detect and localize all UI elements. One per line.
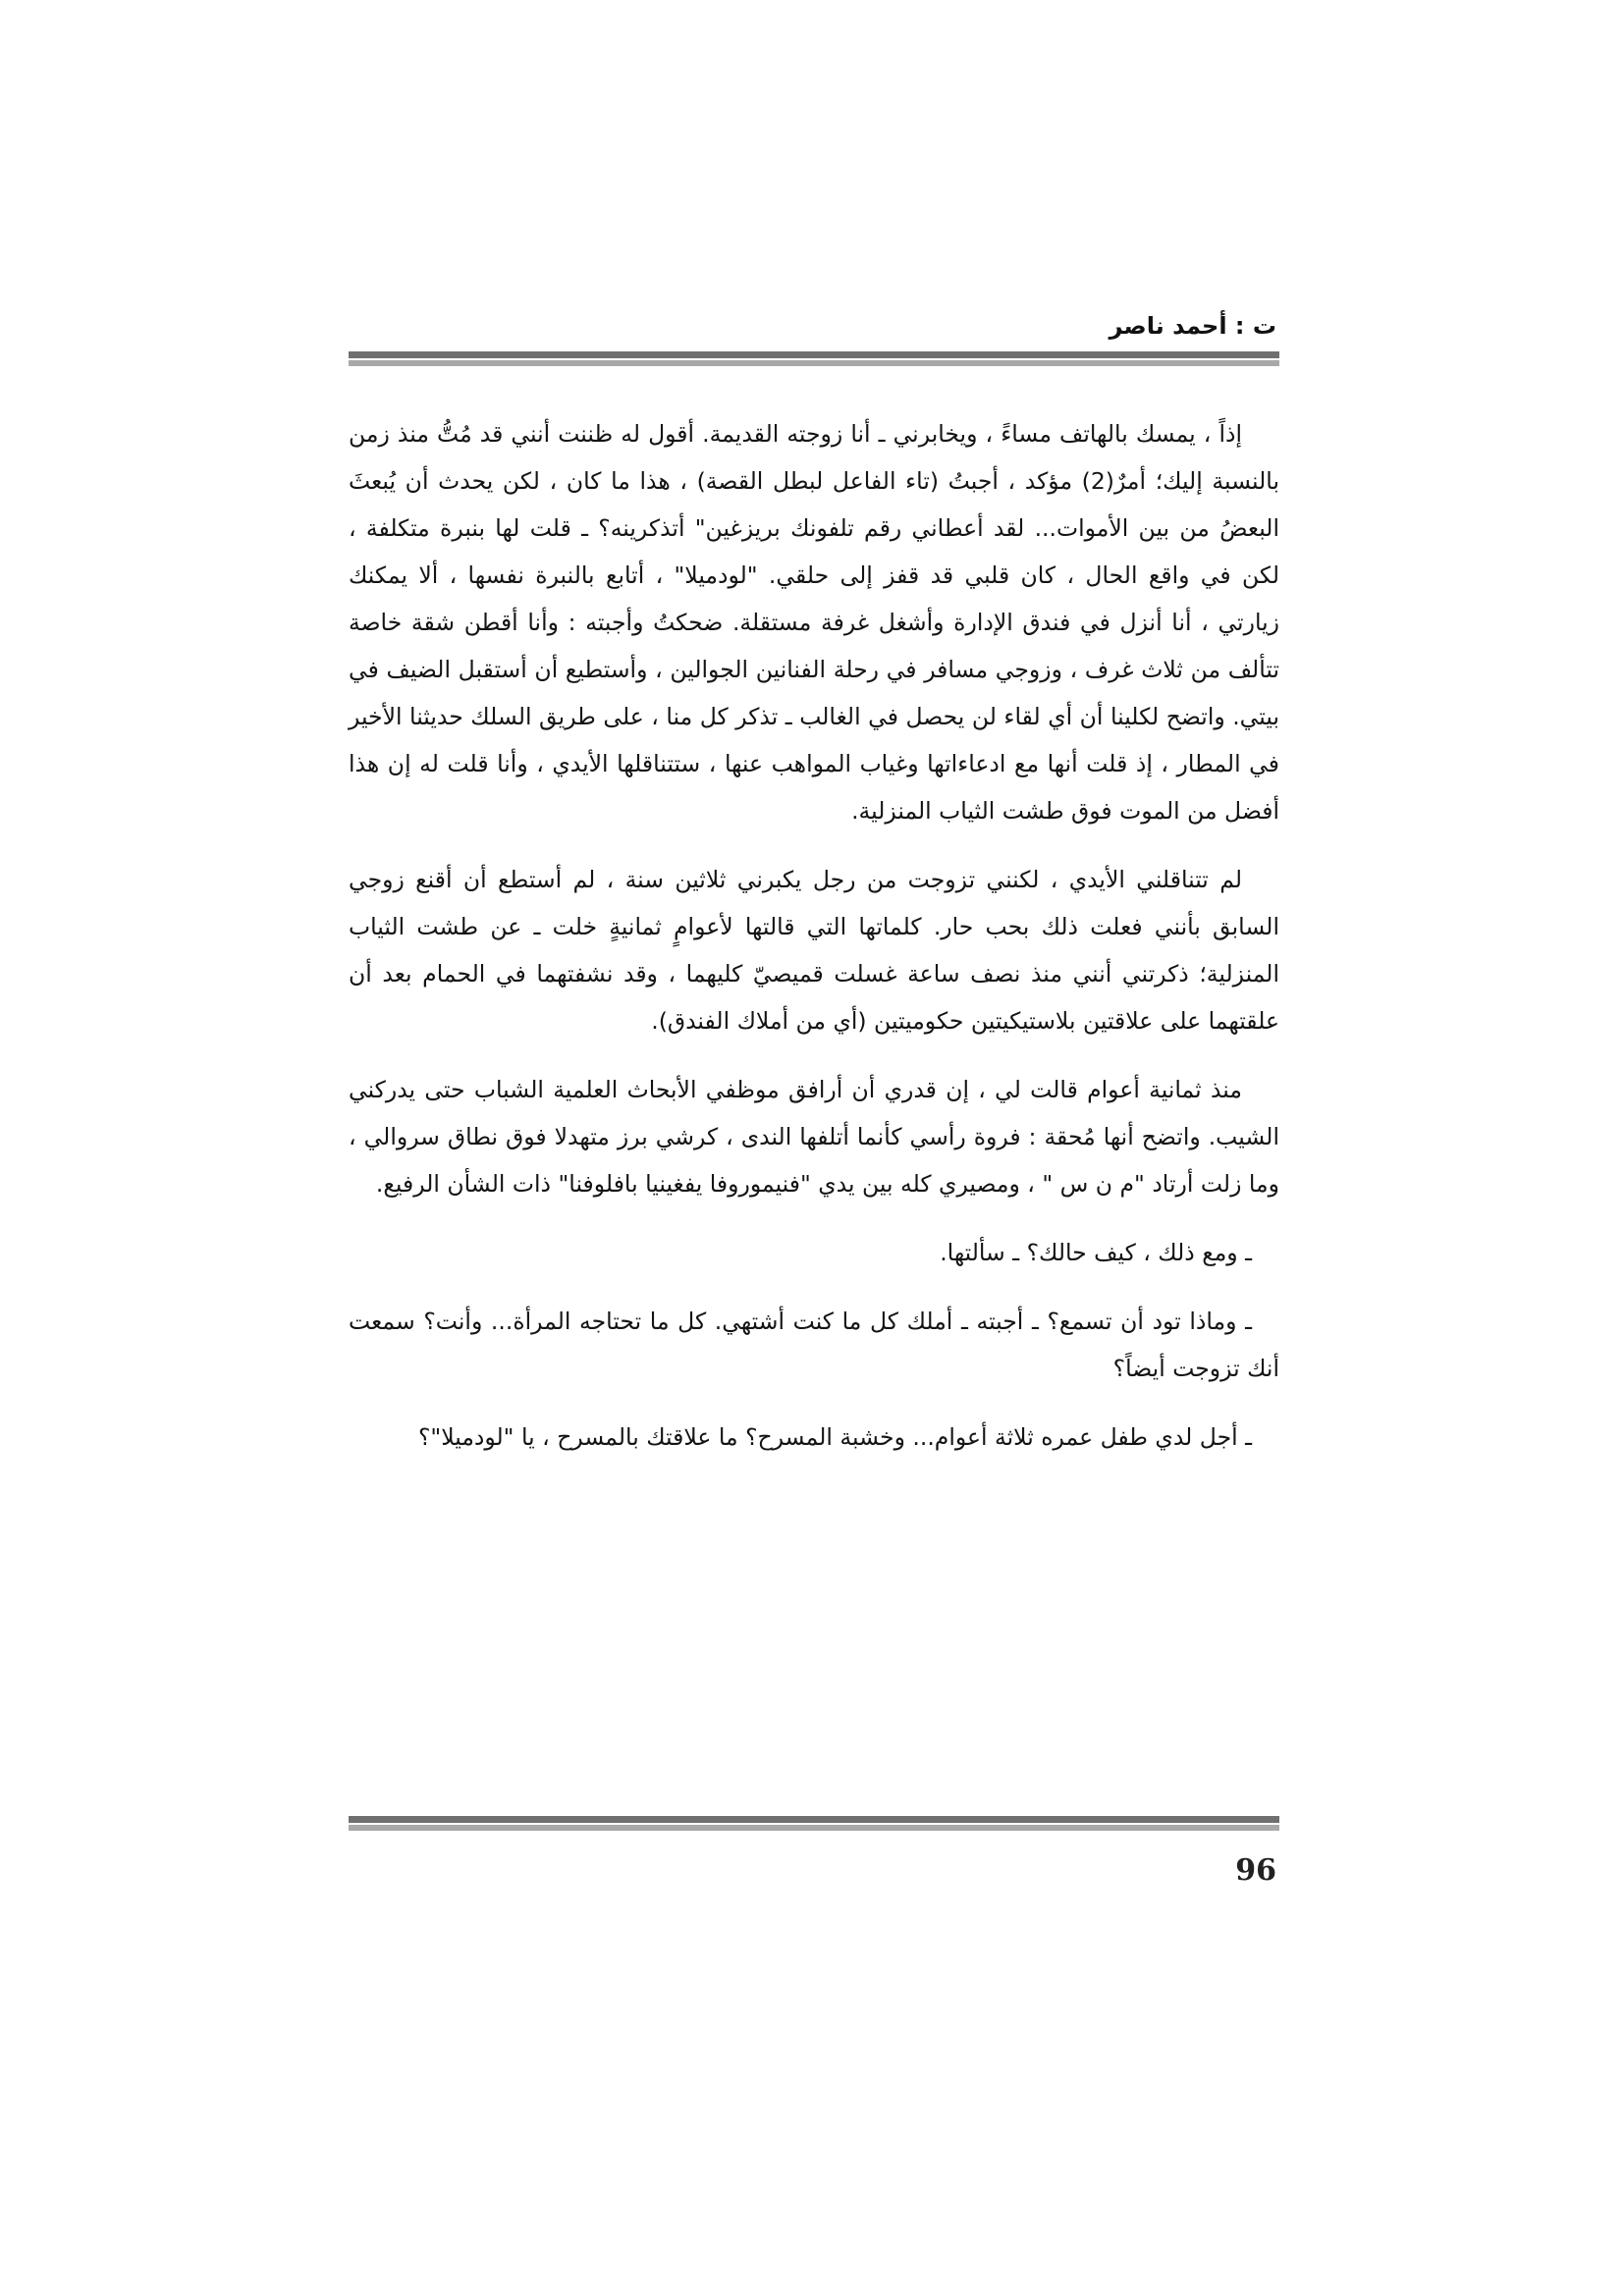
header-rule-light-line xyxy=(349,360,1279,366)
footer-rule-dark-line xyxy=(349,1816,1279,1823)
body-text xyxy=(349,410,1279,1482)
footer-rule xyxy=(349,1816,1279,1831)
header-rule xyxy=(349,351,1279,366)
paragraph-3: منذ ثمانية أعوام قالت لي ، إن قدري أن أرافق موظفي الأبحاث العلمية الشباب حتى يدركني الشيب. واتضح أنها مُحقة : فروة رأسي كأنما أتلفها الندى ، كرشي برز متهدلا فوق نطاق سروالي ، وما زلت أرتاد "م ن س " ، ومصيري كله بين يدي "فنيموروفا يفغينيا بافلوفنا" ذات الشأن الرفيع. xyxy=(349,1076,1279,1198)
dialog-line-2: ـ وماذا تود أن تسمع؟ ـ أجبته ـ أملك كل ما كنت أشتهي. كل ما تحتاجه المرأة... وأنت؟ سمعت أنك تزوجت أيضاً؟ xyxy=(349,1308,1279,1382)
footer-rule-light-line xyxy=(349,1825,1279,1831)
dialog-line-3: ـ أجل لدي طفل عمره ثلاثة أعوام... وخشبة المسرح؟ ما علاقتك بالمسرح ، يا "لودميلا"؟ xyxy=(417,1423,1252,1451)
running-header-author: ت : أحمد ناصر xyxy=(1109,312,1276,340)
paragraph-1: إذاً ، يمسك بالهاتف مساءً ، ويخابرني ـ أنا زوجته القديمة. أقول له ظننت أنني قد مُتُّ منذ زمن بالنسبة إليك؛ أمرٌ(2) مؤكد ، أجبتُ (تاء الفاعل لبطل القصة) ، هذا ما كان ، لكن يحدث أن يُبعثَ البعضُ من بين الأموات... لقد أعطاني رقم تلفونك بريزغين" أتذكرينه؟ ـ قلت لها بنبرة متكلفة ، لكن في واقع الحال ، كان قلبي قد قفز إلى حلقي. "لودميلا" ، أتابع بالنبرة نفسها ، ألا يمكنك زيارتي ، أنا أنزل في فندق الإدارة وأشغل غرفة مستقلة. ضحكتُ وأجبته : وأنا أقطن شقة خاصة تتألف من ثلاث غرف ، وزوجي مسافر في رحلة الفنانين الجوالين ، وأستطيع أن أستقبل الضيف في بيتي. واتضح لكلينا أن أي لقاء لن يحصل في الغالب ـ تذكر كل منا ، على طريق السلك حديثنا الأخير في المطار ، إذ قلت أنها مع ادعاءاتها وغياب المواهب عنها ، ستتناقلها الأيدي ، وأنا قلت له إن هذا أفضل من الموت فوق طشت الثياب المنزلية. xyxy=(349,420,1279,825)
header-rule-dark-line xyxy=(349,351,1279,358)
page-number: 96 xyxy=(1235,1853,1276,1888)
dialog-line-1: ـ ومع ذلك ، كيف حالك؟ ـ سألتها. xyxy=(940,1239,1252,1266)
paragraph-2: لم تتناقلني الأيدي ، لكنني تزوجت من رجل يكبرني ثلاثين سنة ، لم أستطع أن أقنع زوجي السابق بأنني فعلت ذلك بحب حار. كلماتها التي قالتها لأعوامٍ ثمانيةٍ خلت ـ عن طشت الثياب المنزلية؛ ذكرتني أنني منذ نصف ساعة غسلت قميصيّ كليهما ، وقد نشفتهما في الحمام بعد أن علقتهما على علاقتين بلاستيكيتين حكوميتين (أي من أملاك الفندق). xyxy=(349,866,1279,1035)
